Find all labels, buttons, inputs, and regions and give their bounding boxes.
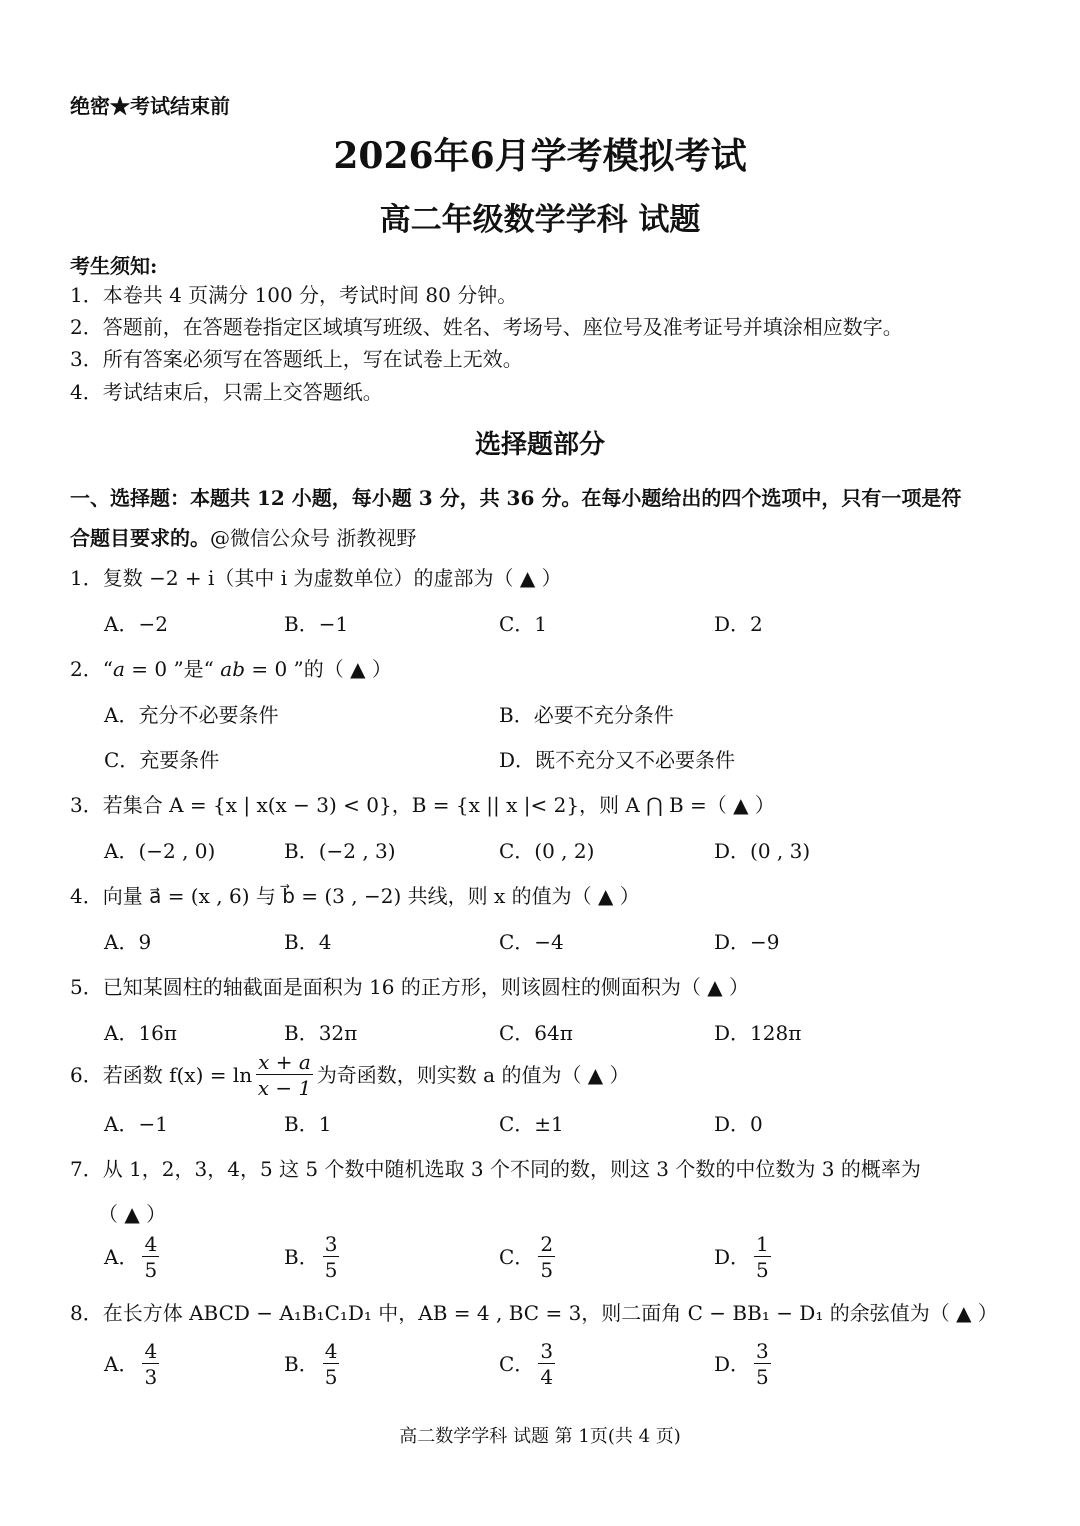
q6-fraction xyxy=(256,1052,313,1098)
q7-option-a xyxy=(104,1234,163,1280)
q2-var-ab: ab xyxy=(220,657,245,681)
q8-c-label: C． xyxy=(499,1352,535,1376)
q6-numerator: x + a xyxy=(258,1050,311,1074)
exam-title: 2026年6月学考模拟考试 xyxy=(333,135,747,177)
q7-c-den: 5 xyxy=(540,1258,554,1282)
question-5-stem: 5．已知某圆柱的轴截面是面积为 16 的正方形，则该圆柱的侧面积为（ ▲ ） xyxy=(70,975,749,999)
q3-option-a: A．(−2 , 0) xyxy=(104,839,216,863)
watermark-text: @微信公众号 浙教视野 xyxy=(210,526,417,550)
confidential-mark: 绝密★考试结束前 xyxy=(70,94,230,118)
question-1-stem: 1．复数 −2 + i（其中 i 为虚数单位）的虚部为（ ▲ ） xyxy=(70,566,562,590)
q7-c-num: 2 xyxy=(540,1232,554,1256)
q1-option-a: A．−2 xyxy=(104,612,168,636)
q6-option-c: C．±1 xyxy=(499,1112,564,1136)
q8-b-num: 4 xyxy=(324,1339,338,1363)
q1-option-c: C．1 xyxy=(499,612,548,636)
q2-option-d: D．既不充分又不必要条件 xyxy=(499,748,736,772)
q8-c-den: 4 xyxy=(540,1365,554,1389)
notice-item: 2．答题前，在答题卷指定区域填写班级、姓名、考场号、座位号及准考证号并填涂相应数字。 xyxy=(70,315,903,339)
q8-d-den: 5 xyxy=(756,1365,769,1389)
q6-option-b: B．1 xyxy=(284,1112,332,1136)
q6-denominator: x − 1 xyxy=(257,1076,312,1100)
question-3-stem: 3．若集合 A = {x | x(x − 3) < 0}，B = {x || x |< 2}，则 A ⋂ B =（ ▲ ） xyxy=(70,793,775,817)
section-instructions-line2 xyxy=(70,524,416,552)
q8-d-label: D． xyxy=(714,1352,751,1376)
q4-option-b: B．4 xyxy=(284,930,332,954)
q8-a-num: 4 xyxy=(144,1339,158,1363)
q8-d-num: 3 xyxy=(756,1339,769,1363)
q8-c-num: 3 xyxy=(540,1339,554,1363)
q4-option-c: C．−4 xyxy=(499,930,564,954)
q7-b-num: 3 xyxy=(324,1232,338,1256)
q1-option-b: B．−1 xyxy=(284,612,349,636)
q3-option-b: B．(−2 , 3) xyxy=(284,839,396,863)
q7-option-d xyxy=(714,1234,775,1280)
q5-option-c: C．64π xyxy=(499,1021,573,1045)
q7-d-den: 5 xyxy=(756,1258,769,1282)
q2-stem-end: = 0 ”的（ ▲ ） xyxy=(245,657,392,681)
section-title: 选择题部分 xyxy=(474,430,605,460)
q8-b-label: B． xyxy=(284,1352,319,1376)
q2-option-b: B．必要不充分条件 xyxy=(499,703,674,727)
q5-option-b: B．32π xyxy=(284,1021,358,1045)
notice-item: 4．考试结束后，只需上交答题纸。 xyxy=(70,380,383,404)
question-2-stem xyxy=(70,655,392,683)
q8-option-a xyxy=(104,1341,163,1387)
q5-option-d: D．128π xyxy=(714,1021,802,1045)
q7-a-label: A． xyxy=(104,1245,139,1269)
q6-option-d: D．0 xyxy=(714,1112,763,1136)
q7-option-c xyxy=(499,1234,559,1280)
q4-option-a: A．9 xyxy=(104,930,152,954)
q3-option-c: C．(0 , 2) xyxy=(499,839,595,863)
q8-option-c xyxy=(499,1341,559,1387)
q8-b-den: 5 xyxy=(324,1365,338,1389)
question-8-stem: 8．在长方体 ABCD − A₁B₁C₁D₁ 中，AB = 4 , BC = 3，则二面角 C − BB₁ − D₁ 的余弦值为（ ▲ ） xyxy=(70,1301,998,1325)
q7-a-num: 4 xyxy=(144,1232,158,1256)
notice-item: 3．所有答案必须写在答题纸上，写在试卷上无效。 xyxy=(70,347,523,371)
question-6-stem xyxy=(70,1052,630,1098)
q6-stem-post: 为奇函数，则实数 a 的值为（ ▲ ） xyxy=(316,1063,630,1087)
q3-option-d: D．(0 , 3) xyxy=(714,839,811,863)
q7-b-label: B． xyxy=(284,1245,319,1269)
q7-b-den: 5 xyxy=(324,1258,338,1282)
notice-heading: 考生须知: xyxy=(70,254,158,278)
q7-c-label: C． xyxy=(499,1245,535,1269)
q2-option-c: C．充要条件 xyxy=(104,748,220,772)
q2-var-a: a xyxy=(112,657,125,681)
q2-option-a: A．充分不必要条件 xyxy=(104,703,279,727)
q6-option-a: A．−1 xyxy=(104,1112,168,1136)
question-7-stem-cont: （ ▲ ） xyxy=(98,1202,167,1226)
q7-option-b xyxy=(284,1234,343,1280)
q2-stem-mid: = 0 ”是“ xyxy=(124,657,221,681)
q5-option-a: A．16π xyxy=(104,1021,178,1045)
section-instructions: 一、选择题：本题共 12 小题，每小题 3 分，共 36 分。在每小题给出的四个选项中，只有一项是符 xyxy=(70,486,962,510)
q7-a-den: 5 xyxy=(144,1258,158,1282)
q8-option-d xyxy=(714,1341,775,1387)
q7-d-num: 1 xyxy=(756,1232,769,1256)
page-footer: 高二数学学科 试题 第 1页(共 4 页) xyxy=(399,1426,681,1447)
question-7-stem: 7．从 1，2，3，4，5 这 5 个数中随机选取 3 个不同的数，则这 3 个数的中位数为 3 的概率为 xyxy=(70,1157,921,1181)
q8-a-label: A． xyxy=(104,1352,139,1376)
q7-d-label: D． xyxy=(714,1245,751,1269)
q6-stem-pre: 6．若函数 f(x) = ln xyxy=(70,1063,253,1087)
notice-item: 1．本卷共 4 页满分 100 分，考试时间 80 分钟。 xyxy=(70,283,518,307)
q4-option-d: D．−9 xyxy=(714,930,780,954)
q8-a-den: 3 xyxy=(144,1365,158,1389)
q8-option-b xyxy=(284,1341,343,1387)
exam-subtitle: 高二年级数学学科 试题 xyxy=(379,202,701,238)
q2-stem-pre: 2．“ xyxy=(70,657,113,681)
instructions-bold: 合题目要求的。 xyxy=(70,526,210,550)
question-4-stem: 4．向量 a⃗ = (x , 6) 与 b⃗ = (3 , −2) 共线，则 x 的值为（ ▲ ） xyxy=(70,884,640,908)
q1-option-d: D．2 xyxy=(714,612,763,636)
